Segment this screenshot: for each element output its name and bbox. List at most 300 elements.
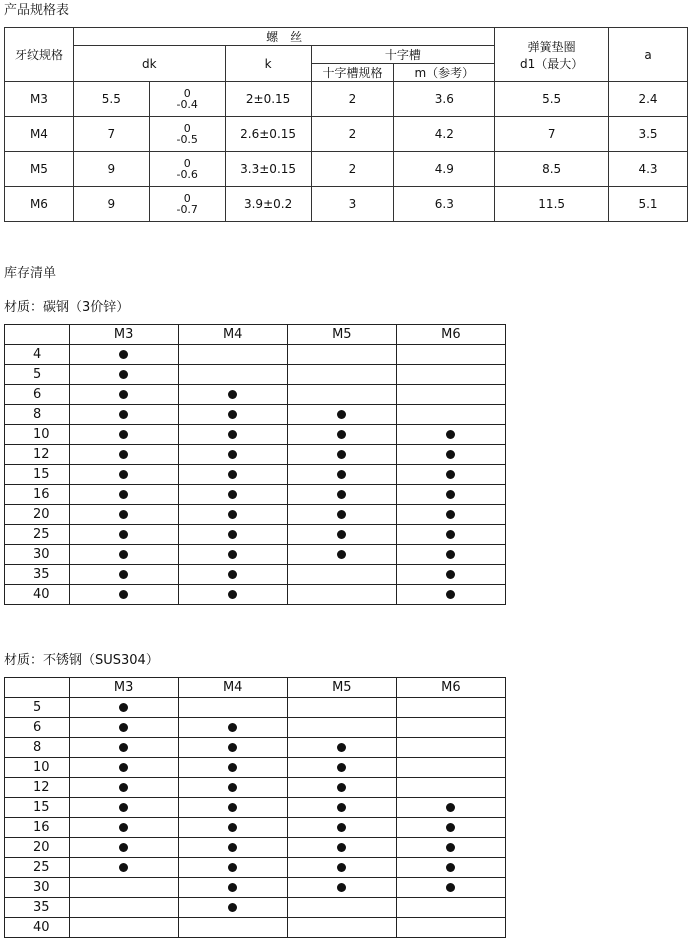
- size-header: M4: [178, 325, 287, 345]
- cell-d1: 11.5: [495, 187, 609, 222]
- stock-cell: [396, 918, 505, 938]
- stock-cell: [287, 798, 396, 818]
- stock-cell: [287, 738, 396, 758]
- inventory-row: [5, 818, 506, 838]
- inventory-row: [5, 485, 506, 505]
- cell-m: 6.3: [394, 187, 495, 222]
- length-cell: 12: [5, 445, 70, 465]
- stock-cell: [396, 585, 505, 605]
- cell-dk-tolerance: [149, 82, 225, 117]
- cell-thread: M4: [5, 117, 74, 152]
- in-stock-dot-icon: [337, 843, 346, 852]
- size-header: M3: [69, 325, 178, 345]
- cell-k: 2.6±0.15: [225, 117, 311, 152]
- length-cell: 40: [5, 918, 70, 938]
- cell-a: 2.4: [609, 82, 688, 117]
- cell-k: 3.3±0.15: [225, 152, 311, 187]
- length-cell: 8: [5, 405, 70, 425]
- in-stock-dot-icon: [119, 570, 128, 579]
- stock-cell: [69, 385, 178, 405]
- in-stock-dot-icon: [446, 823, 455, 832]
- length-cell: 6: [5, 718, 70, 738]
- spec-table: [4, 27, 688, 222]
- in-stock-dot-icon: [337, 763, 346, 772]
- in-stock-dot-icon: [337, 430, 346, 439]
- in-stock-dot-icon: [228, 550, 237, 559]
- stock-cell: [69, 798, 178, 818]
- stock-cell: [69, 758, 178, 778]
- stock-cell: [178, 878, 287, 898]
- stock-cell: [178, 838, 287, 858]
- inventory-row: [5, 738, 506, 758]
- cell-dk-tolerance: [149, 152, 225, 187]
- in-stock-dot-icon: [337, 823, 346, 832]
- in-stock-dot-icon: [228, 803, 237, 812]
- inventory-row: [5, 365, 506, 385]
- length-cell: 15: [5, 465, 70, 485]
- size-header: M5: [287, 678, 396, 698]
- tolerance-upper: 0: [183, 86, 191, 100]
- stock-cell: [69, 858, 178, 878]
- inventory-row: [5, 698, 506, 718]
- length-cell: 20: [5, 838, 70, 858]
- header-washer-line2: d1（最大）: [520, 56, 584, 71]
- stock-cell: [178, 525, 287, 545]
- stock-cell: [178, 738, 287, 758]
- spec-row: [5, 187, 688, 222]
- in-stock-dot-icon: [228, 590, 237, 599]
- inventory-header-row: [5, 678, 506, 698]
- cell-slot-size: 2: [311, 152, 394, 187]
- in-stock-dot-icon: [228, 843, 237, 852]
- tolerance-lower: -0.7: [176, 202, 198, 216]
- tolerance: [176, 123, 197, 145]
- cell-dk-tolerance: [149, 187, 225, 222]
- tolerance-lower: -0.6: [176, 167, 198, 181]
- inventory-row: [5, 758, 506, 778]
- stock-cell: [178, 485, 287, 505]
- stock-cell: [69, 465, 178, 485]
- length-cell: 35: [5, 565, 70, 585]
- header-cross-slot-size: 十字槽规格: [311, 64, 394, 82]
- stock-cell: [69, 878, 178, 898]
- in-stock-dot-icon: [228, 743, 237, 752]
- in-stock-dot-icon: [446, 590, 455, 599]
- length-cell: 40: [5, 585, 70, 605]
- length-cell: 20: [5, 505, 70, 525]
- stock-cell: [178, 858, 287, 878]
- stock-cell: [69, 585, 178, 605]
- header-screw: 螺 丝: [73, 28, 494, 46]
- stock-cell: [396, 405, 505, 425]
- stock-cell: [69, 485, 178, 505]
- in-stock-dot-icon: [446, 490, 455, 499]
- stock-cell: [396, 718, 505, 738]
- inventory-title: 库存清单: [4, 266, 57, 281]
- stock-cell: [69, 345, 178, 365]
- stock-cell: [287, 898, 396, 918]
- stock-cell: [396, 465, 505, 485]
- stock-cell: [396, 838, 505, 858]
- stock-cell: [287, 838, 396, 858]
- cell-m: 4.2: [394, 117, 495, 152]
- stock-cell: [69, 545, 178, 565]
- in-stock-dot-icon: [446, 510, 455, 519]
- inventory-table-carbon: [4, 324, 506, 605]
- tolerance-upper: 0: [183, 191, 191, 205]
- stock-cell: [287, 545, 396, 565]
- in-stock-dot-icon: [337, 410, 346, 419]
- in-stock-dot-icon: [337, 803, 346, 812]
- stock-cell: [396, 505, 505, 525]
- cell-d1: 8.5: [495, 152, 609, 187]
- stock-cell: [287, 365, 396, 385]
- in-stock-dot-icon: [228, 783, 237, 792]
- in-stock-dot-icon: [228, 903, 237, 912]
- in-stock-dot-icon: [228, 470, 237, 479]
- length-header-corner: [5, 325, 70, 345]
- in-stock-dot-icon: [119, 590, 128, 599]
- in-stock-dot-icon: [337, 530, 346, 539]
- in-stock-dot-icon: [119, 550, 128, 559]
- length-cell: 15: [5, 798, 70, 818]
- size-header: M5: [287, 325, 396, 345]
- length-cell: 16: [5, 818, 70, 838]
- in-stock-dot-icon: [228, 883, 237, 892]
- in-stock-dot-icon: [446, 450, 455, 459]
- length-cell: 35: [5, 898, 70, 918]
- cell-slot-size: 2: [311, 117, 394, 152]
- stock-cell: [69, 738, 178, 758]
- stock-cell: [178, 698, 287, 718]
- spec-row: [5, 152, 688, 187]
- in-stock-dot-icon: [119, 390, 128, 399]
- stock-cell: [69, 838, 178, 858]
- tolerance: [176, 88, 197, 110]
- stock-cell: [287, 485, 396, 505]
- length-cell: 10: [5, 758, 70, 778]
- in-stock-dot-icon: [119, 743, 128, 752]
- stock-cell: [396, 818, 505, 838]
- in-stock-dot-icon: [228, 490, 237, 499]
- stock-cell: [287, 525, 396, 545]
- cell-a: 4.3: [609, 152, 688, 187]
- header-dk: dk: [73, 46, 225, 82]
- in-stock-dot-icon: [119, 430, 128, 439]
- size-header: M3: [69, 678, 178, 698]
- in-stock-dot-icon: [228, 570, 237, 579]
- cell-d1: 7: [495, 117, 609, 152]
- stock-cell: [396, 878, 505, 898]
- stock-cell: [69, 445, 178, 465]
- stock-cell: [396, 778, 505, 798]
- header-m-ref: m（参考）: [394, 64, 495, 82]
- inventory-row: [5, 918, 506, 938]
- inventory-row: [5, 778, 506, 798]
- in-stock-dot-icon: [119, 510, 128, 519]
- in-stock-dot-icon: [119, 350, 128, 359]
- stock-cell: [178, 718, 287, 738]
- stock-cell: [287, 778, 396, 798]
- inventory-row: [5, 525, 506, 545]
- stock-cell: [178, 345, 287, 365]
- inventory-row: [5, 345, 506, 365]
- stock-cell: [178, 405, 287, 425]
- stock-cell: [396, 445, 505, 465]
- in-stock-dot-icon: [228, 390, 237, 399]
- header-thread: 牙纹规格: [5, 28, 74, 82]
- length-header-corner: [5, 678, 70, 698]
- in-stock-dot-icon: [337, 490, 346, 499]
- in-stock-dot-icon: [119, 803, 128, 812]
- stock-cell: [178, 545, 287, 565]
- stock-cell: [178, 445, 287, 465]
- cell-dk: 9: [73, 187, 149, 222]
- stock-cell: [396, 345, 505, 365]
- stock-cell: [178, 465, 287, 485]
- in-stock-dot-icon: [228, 530, 237, 539]
- cell-dk: 5.5: [73, 82, 149, 117]
- stock-cell: [69, 425, 178, 445]
- stock-cell: [396, 385, 505, 405]
- in-stock-dot-icon: [446, 530, 455, 539]
- in-stock-dot-icon: [119, 823, 128, 832]
- in-stock-dot-icon: [119, 783, 128, 792]
- spec-row: [5, 82, 688, 117]
- in-stock-dot-icon: [446, 570, 455, 579]
- stock-cell: [69, 718, 178, 738]
- inventory-row: [5, 898, 506, 918]
- stock-cell: [287, 465, 396, 485]
- in-stock-dot-icon: [446, 470, 455, 479]
- cell-m: 3.6: [394, 82, 495, 117]
- stock-cell: [287, 858, 396, 878]
- stock-cell: [287, 918, 396, 938]
- inventory-row: [5, 425, 506, 445]
- stock-cell: [69, 505, 178, 525]
- cell-thread: M3: [5, 82, 74, 117]
- in-stock-dot-icon: [228, 410, 237, 419]
- stock-cell: [396, 698, 505, 718]
- stock-cell: [69, 918, 178, 938]
- length-cell: 6: [5, 385, 70, 405]
- stock-cell: [396, 738, 505, 758]
- in-stock-dot-icon: [446, 550, 455, 559]
- length-cell: 4: [5, 345, 70, 365]
- stock-cell: [287, 698, 396, 718]
- cell-slot-size: 2: [311, 82, 394, 117]
- in-stock-dot-icon: [337, 550, 346, 559]
- tolerance: [176, 158, 197, 180]
- length-cell: 16: [5, 485, 70, 505]
- in-stock-dot-icon: [337, 883, 346, 892]
- cell-slot-size: 3: [311, 187, 394, 222]
- cell-m: 4.9: [394, 152, 495, 187]
- in-stock-dot-icon: [119, 470, 128, 479]
- stock-cell: [69, 365, 178, 385]
- stock-cell: [287, 565, 396, 585]
- stock-cell: [178, 798, 287, 818]
- cell-thread: M5: [5, 152, 74, 187]
- material-label-carbon: 材质：碳钢（3价锌）: [4, 300, 130, 315]
- stock-cell: [69, 525, 178, 545]
- in-stock-dot-icon: [446, 843, 455, 852]
- stock-cell: [287, 385, 396, 405]
- stock-cell: [287, 818, 396, 838]
- stock-cell: [287, 758, 396, 778]
- stock-cell: [178, 365, 287, 385]
- length-cell: 25: [5, 525, 70, 545]
- stock-cell: [178, 918, 287, 938]
- in-stock-dot-icon: [119, 450, 128, 459]
- cell-d1: 5.5: [495, 82, 609, 117]
- in-stock-dot-icon: [228, 450, 237, 459]
- stock-cell: [287, 878, 396, 898]
- in-stock-dot-icon: [119, 723, 128, 732]
- length-cell: 5: [5, 365, 70, 385]
- cell-thread: M6: [5, 187, 74, 222]
- stock-cell: [178, 898, 287, 918]
- cell-a: 3.5: [609, 117, 688, 152]
- stock-cell: [178, 758, 287, 778]
- material-label-stainless: 材质：不锈钢（SUS304）: [4, 653, 159, 668]
- header-k: k: [225, 46, 311, 82]
- in-stock-dot-icon: [119, 763, 128, 772]
- inventory-row: [5, 445, 506, 465]
- in-stock-dot-icon: [228, 723, 237, 732]
- length-cell: 25: [5, 858, 70, 878]
- stock-cell: [178, 585, 287, 605]
- in-stock-dot-icon: [119, 530, 128, 539]
- tolerance: [176, 193, 197, 215]
- stock-cell: [396, 858, 505, 878]
- in-stock-dot-icon: [446, 803, 455, 812]
- length-cell: 10: [5, 425, 70, 445]
- size-header: M4: [178, 678, 287, 698]
- stock-cell: [69, 778, 178, 798]
- in-stock-dot-icon: [337, 450, 346, 459]
- in-stock-dot-icon: [337, 510, 346, 519]
- in-stock-dot-icon: [119, 410, 128, 419]
- inventory-header-row: [5, 325, 506, 345]
- cell-k: 3.9±0.2: [225, 187, 311, 222]
- cell-dk: 7: [73, 117, 149, 152]
- stock-cell: [396, 425, 505, 445]
- inventory-row: [5, 858, 506, 878]
- header-washer: [495, 28, 609, 82]
- stock-cell: [178, 565, 287, 585]
- stock-cell: [69, 565, 178, 585]
- inventory-row: [5, 465, 506, 485]
- in-stock-dot-icon: [228, 763, 237, 772]
- in-stock-dot-icon: [446, 863, 455, 872]
- in-stock-dot-icon: [119, 843, 128, 852]
- stock-cell: [178, 778, 287, 798]
- inventory-row: [5, 565, 506, 585]
- length-cell: 30: [5, 545, 70, 565]
- stock-cell: [396, 545, 505, 565]
- stock-cell: [69, 898, 178, 918]
- header-a: a: [609, 28, 688, 82]
- inventory-row: [5, 405, 506, 425]
- stock-cell: [178, 505, 287, 525]
- stock-cell: [396, 798, 505, 818]
- stock-cell: [287, 505, 396, 525]
- stock-cell: [396, 525, 505, 545]
- stock-cell: [69, 405, 178, 425]
- stock-cell: [287, 405, 396, 425]
- in-stock-dot-icon: [446, 430, 455, 439]
- tolerance-upper: 0: [183, 156, 191, 170]
- length-cell: 5: [5, 698, 70, 718]
- tolerance-lower: -0.5: [176, 132, 198, 146]
- in-stock-dot-icon: [228, 823, 237, 832]
- in-stock-dot-icon: [119, 370, 128, 379]
- size-header: M6: [396, 678, 505, 698]
- tolerance-upper: 0: [183, 121, 191, 135]
- stock-cell: [396, 758, 505, 778]
- in-stock-dot-icon: [228, 430, 237, 439]
- cell-a: 5.1: [609, 187, 688, 222]
- spec-title: 产品规格表: [4, 3, 70, 18]
- in-stock-dot-icon: [119, 490, 128, 499]
- length-cell: 30: [5, 878, 70, 898]
- in-stock-dot-icon: [446, 883, 455, 892]
- inventory-table-stainless: [4, 677, 506, 938]
- stock-cell: [178, 385, 287, 405]
- stock-cell: [287, 718, 396, 738]
- inventory-row: [5, 878, 506, 898]
- stock-cell: [396, 485, 505, 505]
- in-stock-dot-icon: [119, 863, 128, 872]
- header-cross-slot: 十字槽: [311, 46, 495, 64]
- cell-dk-tolerance: [149, 117, 225, 152]
- inventory-row: [5, 585, 506, 605]
- in-stock-dot-icon: [337, 470, 346, 479]
- in-stock-dot-icon: [337, 743, 346, 752]
- cell-dk: 9: [73, 152, 149, 187]
- stock-cell: [69, 818, 178, 838]
- spec-row: [5, 117, 688, 152]
- inventory-row: [5, 718, 506, 738]
- stock-cell: [287, 345, 396, 365]
- length-cell: 12: [5, 778, 70, 798]
- size-header: M6: [396, 325, 505, 345]
- stock-cell: [396, 565, 505, 585]
- in-stock-dot-icon: [228, 863, 237, 872]
- inventory-row: [5, 545, 506, 565]
- stock-cell: [178, 425, 287, 445]
- inventory-row: [5, 385, 506, 405]
- in-stock-dot-icon: [337, 863, 346, 872]
- in-stock-dot-icon: [119, 703, 128, 712]
- in-stock-dot-icon: [228, 510, 237, 519]
- inventory-row: [5, 798, 506, 818]
- stock-cell: [287, 585, 396, 605]
- stock-cell: [287, 425, 396, 445]
- stock-cell: [287, 445, 396, 465]
- stock-cell: [396, 898, 505, 918]
- header-washer-line1: 弹簧垫圈: [527, 39, 576, 54]
- tolerance-lower: -0.4: [176, 97, 198, 111]
- length-cell: 8: [5, 738, 70, 758]
- stock-cell: [396, 365, 505, 385]
- inventory-row: [5, 505, 506, 525]
- in-stock-dot-icon: [337, 783, 346, 792]
- stock-cell: [69, 698, 178, 718]
- cell-k: 2±0.15: [225, 82, 311, 117]
- stock-cell: [178, 818, 287, 838]
